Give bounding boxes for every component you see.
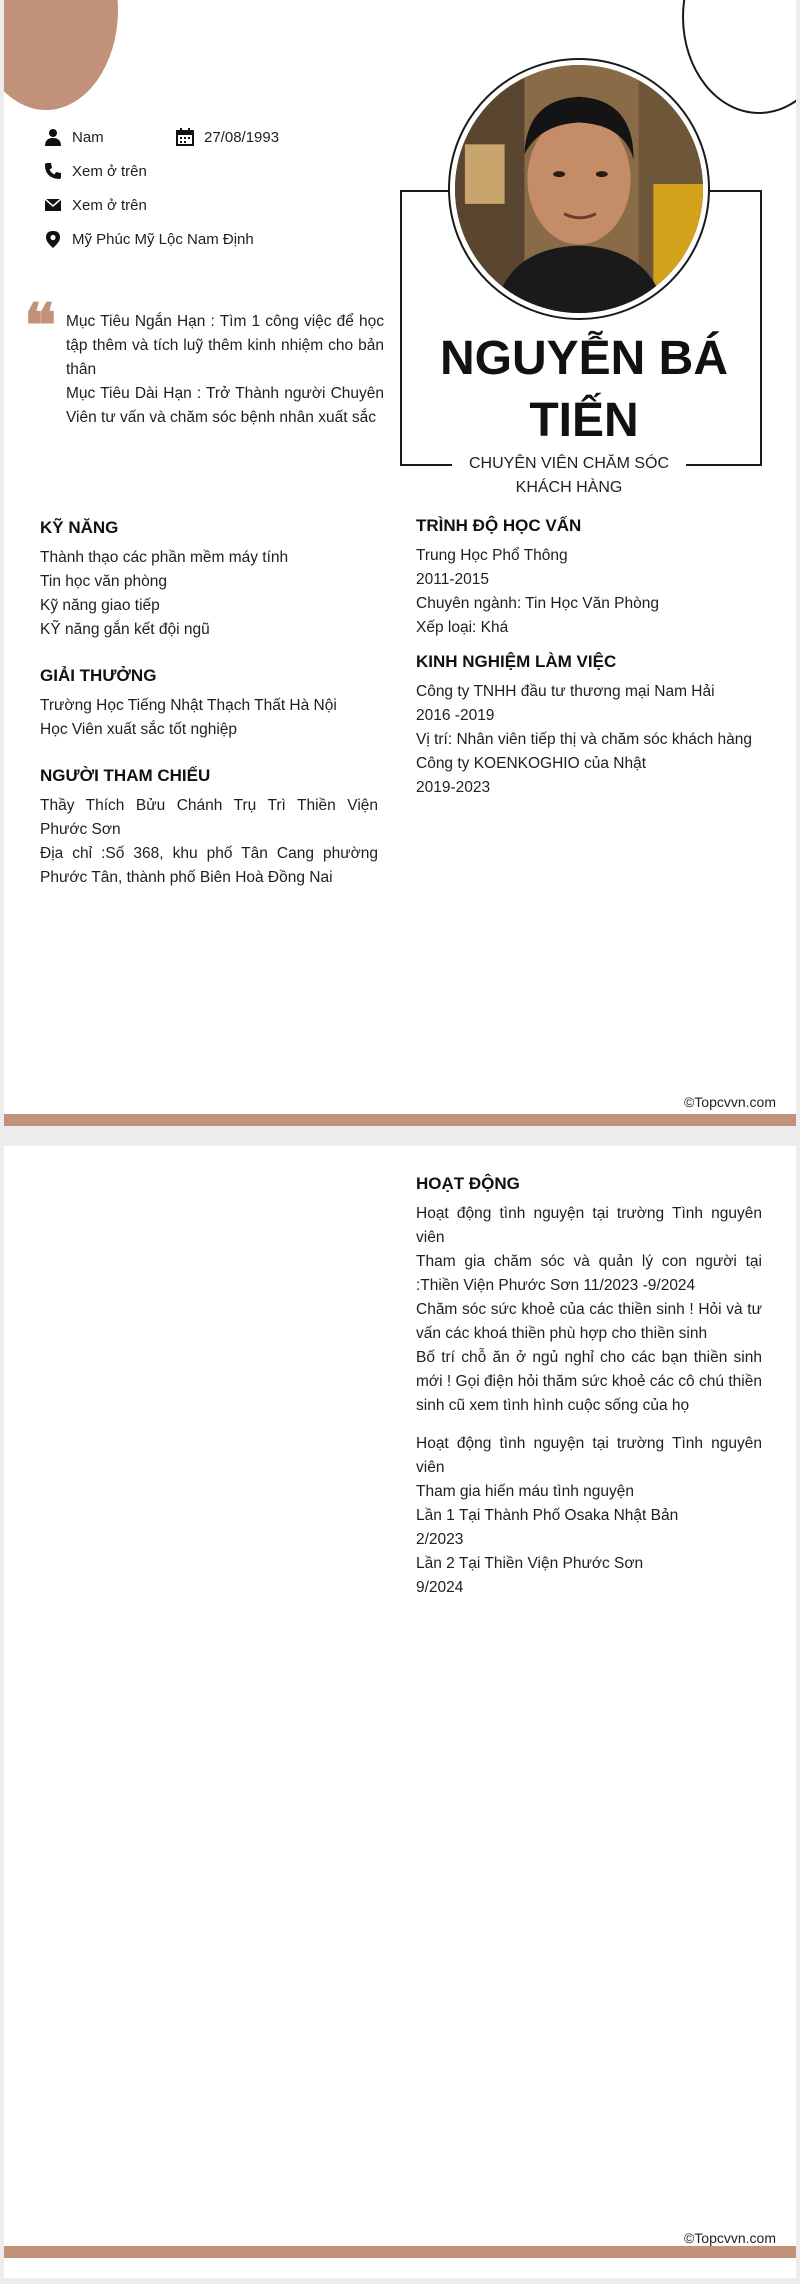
- activity-item: Chăm sóc sức khoẻ của các thiền sinh ! Hỏi và tư vấn các khoá thiền phù hợp cho thiền sinh: [416, 1301, 762, 1342]
- candidate-name: [424, 328, 744, 452]
- location-pin-icon: [44, 230, 62, 248]
- education-item: Chuyên ngành: Tin Học Văn Phòng: [416, 595, 660, 612]
- quote-icon: ❝: [24, 291, 57, 361]
- phone-text: Xem ở trên: [72, 162, 147, 180]
- contact-address: [44, 230, 254, 248]
- skills-heading: KỸ NĂNG: [40, 518, 119, 537]
- reference-item: Địa chỉ :Số 368, khu phố Tân Cang phường Phước Tân, thành phố Biên Hoà Đồng Nai: [40, 845, 378, 886]
- contact-email: [44, 196, 147, 214]
- skill-item: Tin học văn phòng: [40, 573, 167, 590]
- activity-group-2: [416, 1432, 762, 1600]
- phone-icon: [44, 162, 62, 180]
- birthday-text: 27/08/1993: [204, 128, 280, 146]
- skill-item: KỸ năng gắn kết đội ngũ: [40, 621, 210, 638]
- job-title: CHUYÊN VIÊN CHĂM SÓC KHÁCH HÀNG: [452, 452, 686, 500]
- profile-photo: [448, 58, 710, 320]
- cv-page-1: [4, 0, 796, 1126]
- education-heading: TRÌNH ĐỘ HỌC VẤN: [416, 516, 582, 535]
- contact-gender: [44, 128, 104, 146]
- address-text: Mỹ Phúc Mỹ Lộc Nam Định: [72, 230, 254, 248]
- award-item: Học Viên xuất sắc tốt nghiệp: [40, 721, 238, 738]
- activity-item: Bố trí chỗ ăn ở ngủ nghỉ cho các bạn thiền sinh mới ! Gọi điện hỏi thăm sức khoẻ các cô chú thiền sinh cũ xem tình hình cuộc sống của họ: [416, 1349, 762, 1414]
- experience-item: 2019-2023: [416, 779, 491, 796]
- experience-section: [416, 652, 762, 800]
- name-line-2: TIẾN: [529, 394, 639, 447]
- education-item: Xếp loại: Khá: [416, 619, 509, 636]
- activity-item: Lần 1 Tại Thành Phố Osaka Nhật Bản: [416, 1507, 679, 1524]
- education-item: Trung Học Phổ Thông: [416, 547, 568, 564]
- decorative-ring-top-right: [682, 0, 796, 114]
- references-section: [40, 766, 378, 890]
- awards-section: [40, 666, 378, 742]
- references-heading: NGƯỜI THAM CHIẾU: [40, 766, 211, 785]
- experience-item: Công ty TNHH đầu tư thương mại Nam Hải: [416, 683, 715, 700]
- experience-item: 2016 -2019: [416, 707, 495, 724]
- bottom-band: [4, 1114, 796, 1126]
- activities-heading: HOẠT ĐỘNG: [416, 1174, 520, 1193]
- experience-item: Vị trí: Nhân viên tiếp thị và chăm sóc khách hàng: [416, 731, 753, 748]
- person-icon: [44, 128, 62, 146]
- experience-item: Công ty KOENKOGHIO của Nhật: [416, 755, 647, 772]
- name-line-1: NGUYỄN BÁ: [439, 332, 729, 385]
- portrait-image: [455, 65, 703, 313]
- gender-text: Nam: [72, 128, 104, 146]
- skills-section: [40, 518, 378, 642]
- cv-page-2: [4, 1146, 796, 2278]
- activities-section: [416, 1174, 762, 1600]
- footer-watermark: ©Topcvvn.com: [683, 1094, 776, 1110]
- decorative-circle-top-left: [4, 0, 118, 110]
- long-term-goal: Mục Tiêu Dài Hạn : Trở Thành người Chuyên Viên tư vấn và chăm sóc bệnh nhân xuất sắc: [66, 385, 384, 426]
- education-item: 2011-2015: [416, 571, 489, 588]
- activity-item: Hoạt động tình nguyện tại trường Tình nguyên viên: [416, 1205, 762, 1246]
- activity-item: 9/2024: [416, 1579, 464, 1596]
- contact-birthday: [176, 128, 279, 146]
- activity-item: Hoạt động tình nguyện tại trường Tình nguyên viên: [416, 1435, 762, 1476]
- footer-watermark: ©Topcvvn.com: [683, 2230, 776, 2246]
- skill-item: Kỹ năng giao tiếp: [40, 597, 160, 614]
- activity-group-1: [416, 1202, 762, 1418]
- awards-heading: GIẢI THƯỞNG: [40, 666, 157, 685]
- contact-phone: [44, 162, 147, 180]
- short-term-goal: Mục Tiêu Ngắn Hạn : Tìm 1 công việc để học tập thêm và tích luỹ thêm kinh nhiệm cho bản thân: [66, 313, 384, 378]
- activity-item: 2/2023: [416, 1531, 464, 1548]
- experience-heading: KINH NGHIỆM LÀM VIỆC: [416, 652, 617, 671]
- email-icon: [44, 196, 62, 214]
- activity-item: Lần 2 Tại Thiền Viện Phước Sơn: [416, 1555, 644, 1572]
- activity-item: Tham gia chăm sóc và quản lý con người tại :Thiền Viện Phước Sơn 11/2023 -9/2024: [416, 1253, 762, 1294]
- bottom-band: [4, 2246, 796, 2258]
- education-section: [416, 516, 762, 640]
- career-objectives: [66, 310, 384, 430]
- award-item: Trường Học Tiếng Nhật Thạch Thất Hà Nội: [40, 697, 337, 714]
- calendar-icon: [176, 128, 194, 146]
- email-text: Xem ở trên: [72, 196, 147, 214]
- skill-item: Thành thạo các phần mềm máy tính: [40, 549, 289, 566]
- reference-item: Thầy Thích Bửu Chánh Trụ Trì Thiền Viện Phước Sơn: [40, 797, 378, 838]
- activity-item: Tham gia hiến máu tình nguyện: [416, 1483, 634, 1500]
